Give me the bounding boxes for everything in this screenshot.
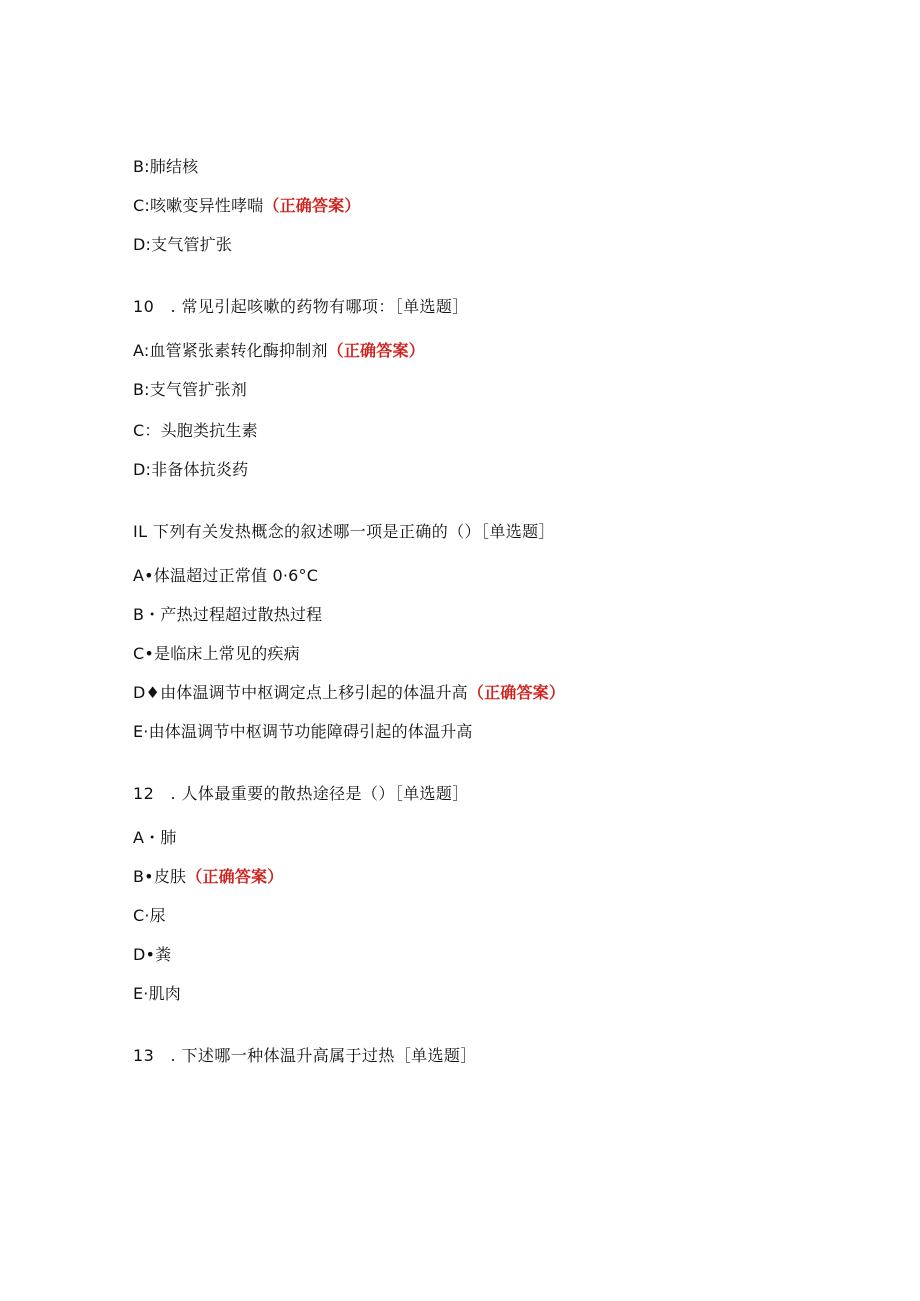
option-q11-c [133, 644, 300, 664]
option-q12-d [133, 945, 171, 965]
option-q11-b [133, 605, 322, 625]
option-text: C•是临床上常见的疾病 [133, 644, 300, 663]
option-q12-c [133, 906, 166, 926]
option-q11-e [133, 722, 473, 742]
correct-answer-mark: （正确答案） [263, 196, 361, 215]
option-text: E·由体温调节中枢调节功能障碍引起的体温升高 [133, 722, 473, 741]
option-q12-e [133, 984, 181, 1004]
correct-answer-mark: （正确答案） [327, 341, 425, 360]
correct-answer-mark: （正确答案） [467, 683, 566, 702]
question-10: 10 . 常见引起咳嗽的药物有哪项：［单选题］ [133, 297, 469, 316]
option-q9-c [133, 196, 361, 216]
option-text: B•皮肤 [133, 867, 187, 886]
option-q9-b [133, 157, 198, 177]
option-q9-d [133, 235, 232, 255]
option-text: C:咳嗽变异性哮喘 [133, 196, 264, 215]
option-text: D•粪 [133, 945, 172, 964]
option-q12-a [133, 828, 177, 848]
option-text: C：头胞类抗生素 [133, 421, 258, 440]
option-q12-b [133, 867, 283, 887]
option-text: B:支气管扩张剂 [133, 380, 247, 399]
option-text: D♦由体温调节中枢调定点上移引起的体温升高 [133, 683, 468, 702]
option-text: D:支气管扩张 [133, 235, 233, 254]
option-text: C·尿 [133, 906, 166, 925]
option-text: B:肺结核 [133, 157, 199, 176]
option-q10-d [133, 460, 248, 480]
correct-answer-mark: （正确答案） [186, 867, 284, 886]
question-12: 12 . 人体最重要的散热途径是（）［单选题］ [133, 784, 469, 803]
question-11: IL 下列有关发热概念的叙述哪一项是正确的（）［单选题］ [133, 522, 555, 541]
option-q10-a [133, 341, 425, 361]
option-text: A・肺 [133, 828, 177, 847]
option-text: E·肌肉 [133, 984, 181, 1003]
option-q10-c [133, 421, 258, 441]
option-text: D:非备体抗炎药 [133, 460, 249, 479]
option-q11-a [133, 566, 318, 586]
option-text: B・产热过程超过散热过程 [133, 605, 323, 624]
option-q11-d [133, 683, 565, 703]
question-13: 13 . 下述哪一种体温升高属于过热［单选题］ [133, 1046, 477, 1065]
option-q10-b [133, 380, 247, 400]
option-text: A•体温超过正常值 0·6°C [133, 566, 319, 585]
option-text: A:血管紧张素转化酶抑制剂 [133, 341, 328, 360]
